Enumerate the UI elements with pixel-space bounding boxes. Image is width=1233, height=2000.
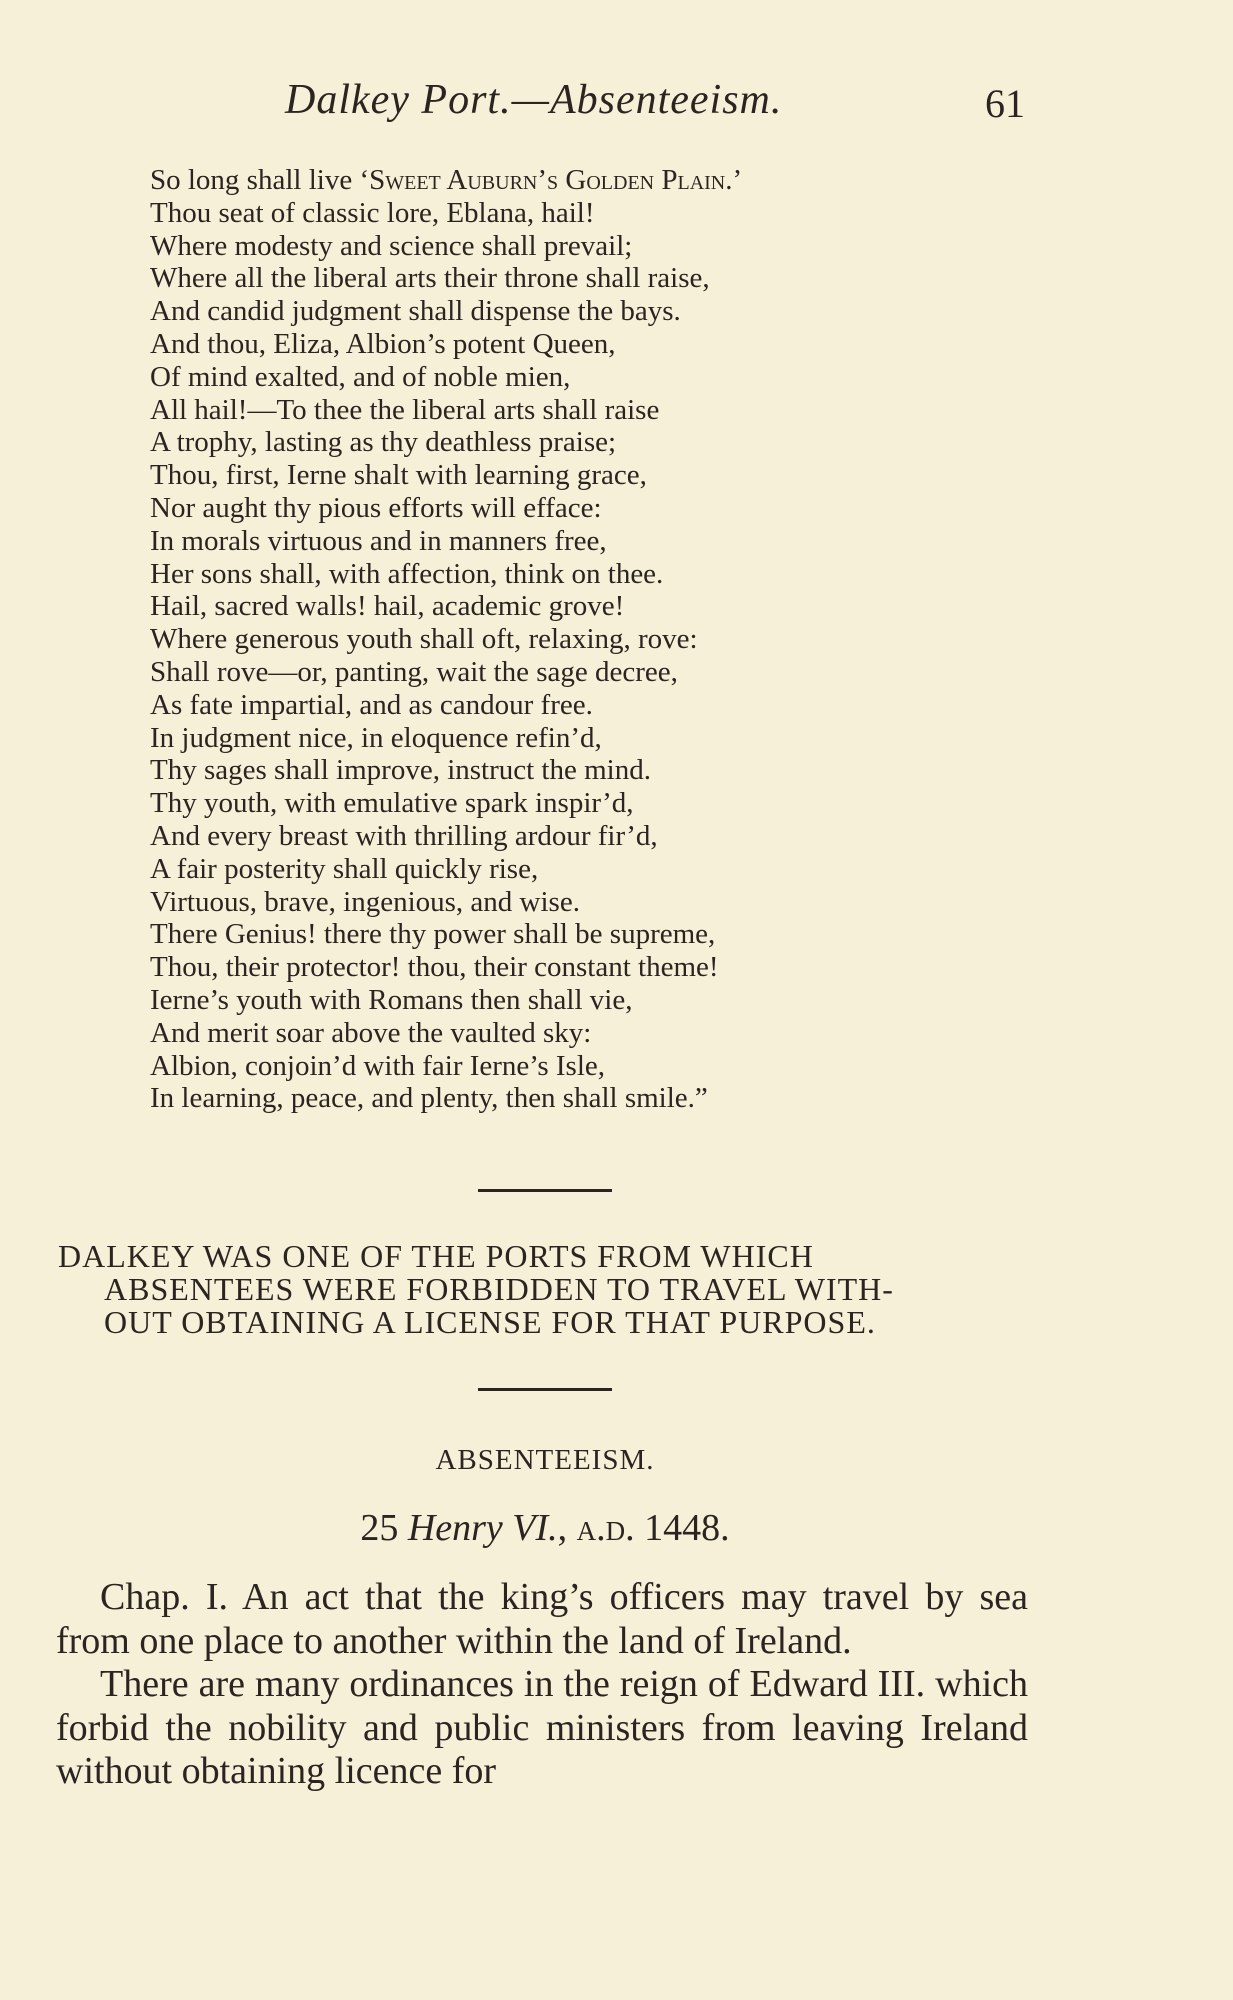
poem-quotation: [150, 164, 1050, 1115]
poem-line: And thou, Eliza, Albion’s potent Queen,: [150, 327, 616, 360]
poem-line: A trophy, lasting as thy deathless praise;: [150, 426, 617, 459]
poem-line: Hail, sacred walls! hail, academic grove!: [150, 590, 625, 623]
notice-line: DALKEY WAS ONE OF THE PORTS FROM WHICH: [58, 1238, 814, 1274]
poem-line: Thy youth, with emulative spark inspir’d,: [150, 787, 634, 820]
poem-line: Virtuous, brave, ingenious, and wise.: [150, 885, 580, 918]
poem-line-prefix: So long shall live: [150, 164, 360, 196]
poem-line: And candid judgment shall dispense the bays.: [150, 295, 681, 328]
poem-line: Her sons shall, with affection, think on thee.: [150, 557, 664, 590]
section-heading: ABSENTEEISM.: [435, 1444, 655, 1476]
poem-line: There Genius! there thy power shall be supreme,: [150, 918, 716, 951]
poem-line: Where modesty and science shall prevail;: [150, 229, 633, 262]
poem-line: A fair posterity shall quickly rise,: [150, 852, 539, 885]
poem-line: As fate impartial, and as candour free.: [150, 688, 593, 721]
notice-line: OUT OBTAINING A LICENSE FOR THAT PURPOSE.: [104, 1304, 876, 1340]
poem-line: In judgment nice, in eloquence refin’d,: [150, 721, 602, 754]
running-head: [285, 76, 1185, 136]
poem-line-smallcaps: ‘Sweet Auburn’s Golden Plain.’: [359, 164, 743, 196]
notice-line: ABSENTEES WERE FORBIDDEN TO TRAVEL WITH-: [104, 1271, 894, 1307]
poem-line: Thou seat of classic lore, Eblana, hail!: [150, 196, 595, 229]
poem-line: Ierne’s youth with Romans then shall vie,: [150, 983, 633, 1016]
poem-line: Albion, conjoin’d with fair Ierne’s Isle,: [150, 1049, 606, 1082]
statute-reign: Henry VI.: [407, 1507, 558, 1549]
poem-line: In learning, peace, and plenty, then shall smile.”: [150, 1082, 708, 1115]
statute-era: a.d.: [576, 1507, 635, 1549]
section-divider: [478, 1388, 612, 1391]
notice-heading: [58, 1240, 1028, 1339]
poem-line: And merit soar above the vaulted sky:: [150, 1016, 592, 1049]
running-title: Dalkey Port.—Absenteeism.: [285, 77, 783, 123]
section-divider: [478, 1189, 612, 1192]
poem-line: And every breast with thrilling ardour fir’d,: [150, 819, 658, 852]
statute-comma: ,: [557, 1507, 577, 1549]
poem-line: [150, 164, 1050, 197]
poem-line: Where all the liberal arts their throne shall raise,: [150, 262, 710, 295]
poem-line: In morals virtuous and in manners free,: [150, 524, 607, 557]
body-paragraph: Chap. I. An act that the king’s officers may travel by sea from one place to another within the land of Ireland.: [56, 1576, 1028, 1662]
poem-line: All hail!—To thee the liberal arts shall raise: [150, 393, 660, 426]
page-number: 61: [985, 81, 1025, 126]
poem-line: Where generous youth shall oft, relaxing, rove:: [150, 623, 698, 656]
statute-number: 25: [360, 1507, 408, 1549]
statute-citation: [0, 1506, 1090, 1550]
poem-line: Thou, their protector! thou, their constant theme!: [150, 951, 719, 984]
poem-line: Of mind exalted, and of noble mien,: [150, 360, 571, 393]
statute-year: 1448.: [634, 1507, 730, 1549]
poem-line: Thy sages shall improve, instruct the mind.: [150, 754, 651, 787]
poem-line: Thou, first, Ierne shalt with learning grace,: [150, 459, 647, 492]
poem-line: Shall rove—or, panting, wait the sage decree,: [150, 655, 678, 688]
body-text: [56, 1576, 1028, 1794]
poem-line: Nor aught thy pious efforts will efface:: [150, 491, 602, 524]
body-paragraph: There are many ordinances in the reign of Edward III. which forbid the nobility and public ministers from leaving Ireland without obtaining licence for: [56, 1663, 1028, 1792]
